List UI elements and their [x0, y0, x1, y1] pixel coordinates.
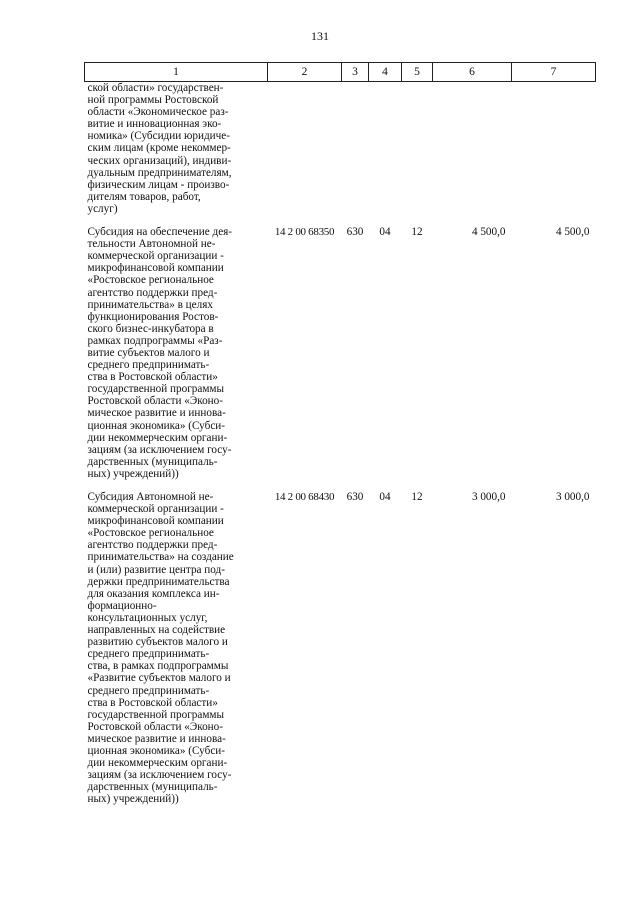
spacer-cell [85, 215, 596, 226]
row-description: Субсидия Автономной не- коммерческой организации - микрофинансовой компании «Ростовское региональное агентство поддержки пред- принимательства» на создание и (или) развитие центра под- держки предпринимательства для оказания комплекса ин- формационно- консультационных услуг, направленных на содействие развитию субъектов малого и среднего предпринимать- ства, в рамках подпрограммы «Развитие субъектов малого и среднего предпринимать- ства в Ростовской области» государственной программы Ростовской области «Эконо- мическое развитие и иннова- ционная экономика» (Субси- дии некоммерческим органи- зациям (за исключением госу- дарственных (муниципаль- ных) учреждений)) [87, 491, 234, 806]
row-amount-1 [433, 82, 512, 216]
row-amount-1: 3 000,0 [471, 491, 506, 503]
column-header-3: 3 [342, 63, 369, 82]
row-description: Субсидия на обеспечение дея- тельности Автономной не- коммерческой организации - микрофинансовой компании «Ростовское региональное агентство поддержки пред- принимательства» в целях функционирования Ростов- ского бизнес-инкубатора в рамках подпрограммы «Раз- витие субъектов малого и среднего предпринимать- ства в Ростовской области» государственной программы Ростовской области «Эконо- мическое развитие и иннова- ционная экономика» (Субси- дии некоммерческим органи- зациям (за исключением госу- дарственных (муниципаль- ных) учреждений)) [87, 226, 233, 480]
row-subsection [402, 82, 433, 216]
table-row [85, 82, 596, 216]
column-header-6: 6 [433, 63, 512, 82]
row-amount-1: 4 500,0 [471, 226, 506, 239]
row-target-code: 14 2 00 68430 [274, 491, 335, 503]
column-header-5: 5 [402, 63, 433, 82]
row-expense-type: 630 [346, 226, 364, 239]
row-section: 04 [379, 226, 391, 239]
row-expense-type: 630 [346, 491, 364, 503]
header-row [85, 63, 596, 82]
budget-table [84, 62, 596, 805]
column-header-7: 7 [512, 63, 596, 82]
row-amount-2: 4 500,0 [555, 226, 590, 239]
table-row [85, 226, 596, 480]
spacer-cell [85, 480, 596, 491]
row-amount-2 [512, 82, 596, 216]
page-number: 131 [311, 29, 329, 43]
row-spacer [85, 480, 596, 491]
row-amount-2: 3 000,0 [555, 491, 590, 503]
column-header-4: 4 [369, 63, 402, 82]
row-subsection: 12 [411, 226, 423, 239]
row-expense-type [342, 82, 369, 216]
row-section: 04 [379, 491, 391, 503]
row-target-code [268, 82, 342, 216]
column-header-2: 2 [268, 63, 342, 82]
row-description: ской области» государствен- ной программы Ростовской области «Экономическое раз- витие и инновационная эко- номика» (Субсидии юридиче- ским лицам (кроме некоммер- ческих организаций), индиви- дуальным предпринимателям, физическим лицам - произво- дителям товаров, работ, услуг) [87, 82, 232, 215]
row-spacer [85, 215, 596, 226]
table-header [85, 63, 596, 82]
table-body [85, 82, 596, 806]
row-section [369, 82, 402, 216]
row-target-code: 14 2 00 68350 [274, 226, 335, 239]
table-row [85, 491, 596, 805]
row-subsection: 12 [411, 491, 423, 503]
column-header-1: 1 [85, 63, 268, 82]
